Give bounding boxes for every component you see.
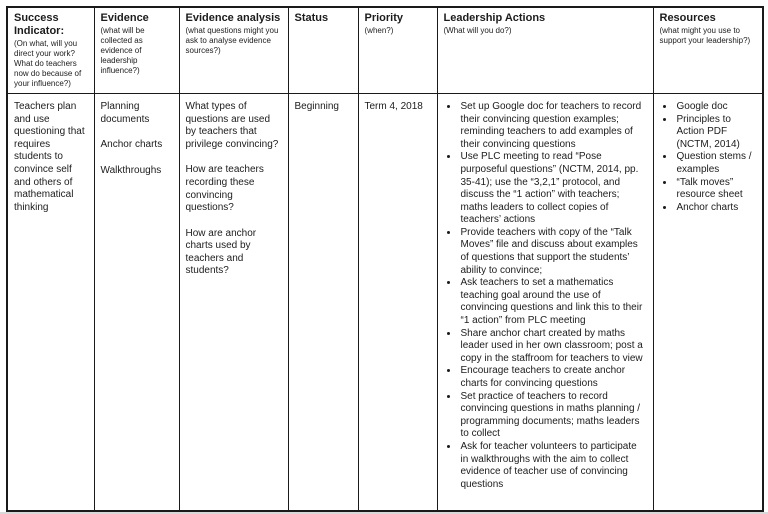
header-subtitle: (what questions might you ask to analyse evidence sources?) xyxy=(185,25,279,55)
header-success-indicator xyxy=(7,7,94,93)
cell-resources xyxy=(653,93,763,511)
leadership-action-item: • Share anchor chart created by maths leader used in her own classroom; post a copy in the staffroom for teachers to view xyxy=(459,328,647,366)
cell-priority xyxy=(358,93,437,511)
resource-item: • “Talk moves” resource sheet xyxy=(675,177,757,202)
leadership-action-item: • Ask teachers to set a mathematics teaching goal around the use of convincing questions and link this to their “1 action” from PLC meeting xyxy=(459,277,647,327)
header-subtitle: (On what, will you direct your work? What do teachers now do because of your influence?) xyxy=(14,38,82,88)
status-text: Beginning xyxy=(294,100,339,112)
header-subtitle: (what will be collected as evidence of leadership influence?) xyxy=(100,25,145,75)
evidence-item: Anchor charts xyxy=(100,139,163,151)
header-subtitle: (What will you do?) xyxy=(443,25,512,35)
evidence-analysis-question: What types of questions are used by teachers that privilege convincing? xyxy=(185,100,279,150)
header-leadership-actions xyxy=(437,7,653,93)
resources-list xyxy=(660,101,757,214)
resource-item: • Principles to Action PDF (NCTM, 2014) xyxy=(675,114,757,152)
success-indicator-text: Teachers plan and use questioning that requires students to convince self and others of mathematical thinking xyxy=(14,100,85,213)
cell-success-indicator xyxy=(7,93,94,511)
leadership-action-item: • Set practice of teachers to record convincing questions in maths planning / programming documents; maths leaders to collect xyxy=(459,391,647,441)
evidence-analysis-question: How are teachers recording these convincing questions? xyxy=(185,164,264,214)
cell-evidence-analysis xyxy=(179,93,288,511)
cell-leadership-actions xyxy=(437,93,653,511)
leadership-action-item: • Set up Google doc for teachers to record their convincing question examples; reminding teachers to add examples of their convincing questions xyxy=(459,101,647,151)
leadership-action-item: • Ask for teacher volunteers to participate in walkthroughs with the aim to collect evidence of teacher use of convincing questions xyxy=(459,441,647,491)
resource-item: • Google doc xyxy=(675,101,757,114)
cell-status xyxy=(288,93,358,511)
evidence-item: Walkthroughs xyxy=(100,164,162,176)
header-title: Evidence xyxy=(100,12,149,24)
table-header-row xyxy=(7,7,763,93)
header-title: Success Indicator: xyxy=(14,12,65,37)
leadership-plan-table xyxy=(6,6,764,512)
leadership-action-item: • Use PLC meeting to read “Pose purposeful questions” (NCTM, 2014, pp. 35-41); use the “3,2,1” protocol, and discuss the “1 action” with teachers; maths leaders to collect copies of teachers’ actions xyxy=(459,151,647,227)
header-title: Status xyxy=(294,12,329,24)
cell-evidence xyxy=(94,93,179,511)
priority-text: Term 4, 2018 xyxy=(364,100,423,112)
header-title: Leadership Actions xyxy=(443,12,546,24)
header-title: Priority xyxy=(364,12,404,24)
header-evidence xyxy=(94,7,179,93)
header-title: Resources xyxy=(659,12,716,24)
evidence-item: Planning documents xyxy=(100,100,150,125)
evidence-analysis-question: How are anchor charts used by teachers and students? xyxy=(185,227,257,277)
header-priority xyxy=(358,7,437,93)
leadership-actions-list xyxy=(444,101,647,491)
header-title: Evidence analysis xyxy=(185,12,281,24)
header-subtitle: (what might you use to support your leadership?) xyxy=(659,25,751,45)
leadership-action-item: • Encourage teachers to create anchor charts for convincing questions xyxy=(459,365,647,390)
leadership-action-item: • Provide teachers with copy of the “Talk Moves” file and discuss about examples of questions that support the students’ ability to convince; xyxy=(459,227,647,277)
table-body-row xyxy=(7,93,763,511)
header-subtitle: (when?) xyxy=(364,25,394,35)
header-status xyxy=(288,7,358,93)
header-resources xyxy=(653,7,763,93)
resource-item: • Question stems / examples xyxy=(675,151,757,176)
resource-item: • Anchor charts xyxy=(675,202,757,215)
header-evidence-analysis xyxy=(179,7,288,93)
